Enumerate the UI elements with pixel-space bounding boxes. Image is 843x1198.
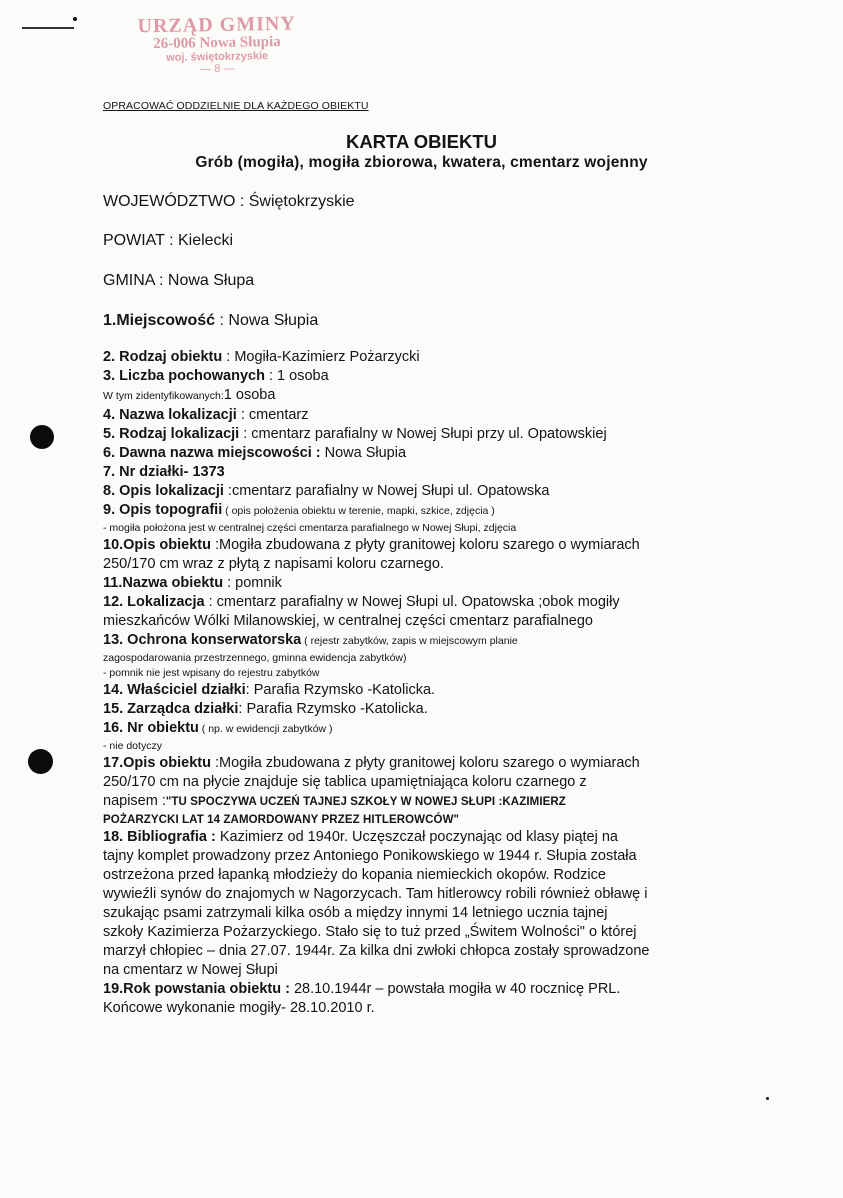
field-2-label: 2. Rodzaj obiektu xyxy=(103,349,223,365)
field-13 xyxy=(103,631,783,651)
field-3 xyxy=(103,367,783,386)
county-label: POWIAT : xyxy=(103,232,178,249)
field-6-value: Nowa Słupia xyxy=(320,445,407,461)
field-12-value-1: : cmentarz parafialny w Nowej Słupi ul. Opatowska ;obok mogiły xyxy=(204,594,620,610)
field-2-value: : Mogiła-Kazimierz Pożarzycki xyxy=(222,349,420,365)
locality-value: : Nowa Słupia xyxy=(215,312,319,329)
bibliography-line: wywieźli synów do znajomych w Nagorzycach. Tam hitlerowcy robili również obławę i xyxy=(103,886,648,902)
field-7-label: 7. Nr działki- 1373 xyxy=(103,464,225,480)
field-4 xyxy=(103,406,783,425)
locality-label: 1.Miejscowość xyxy=(103,312,216,329)
field-17 xyxy=(103,754,783,773)
field-8-value: :cmentarz parafialny w Nowej Słupi ul. Opatowska xyxy=(223,483,550,499)
field-13-label: 13. Ochrona konserwatorska xyxy=(103,632,302,648)
commune-line xyxy=(103,272,254,290)
bibliography-line: szkoły Kazimierza Pożarzyckiego. Stało się to tuż przed „Świtem Wolności" o której xyxy=(103,924,637,940)
field-3-sub xyxy=(103,386,783,406)
bibliography-line: tajny komplet prowadzony przez Antoniego Ponikowskiego w 1944 r. Słupia została xyxy=(103,848,637,864)
fields-body xyxy=(103,348,783,1018)
scan-mark xyxy=(22,27,74,29)
inscription-line-2: POŻARZYCKI LAT 14 ZAMORDOWANY PRZEZ HITLEROWCÓW" xyxy=(103,814,460,826)
field-5-value: : cmentarz parafialny w Nowej Słupi przy ul. Opatowskiej xyxy=(239,426,607,442)
field-13-hint-1: ( rejestr zabytków, zapis w miejscowym planie xyxy=(301,635,518,647)
field-12-cont: mieszkańców Wólki Milanowskiej, w centralnej części cmentarz parafialnego xyxy=(103,613,593,629)
field-5-label: 5. Rodzaj lokalizacji xyxy=(103,426,240,442)
county-value: Kielecki xyxy=(177,232,234,249)
field-11 xyxy=(103,574,783,593)
field-17-cont-2 xyxy=(103,792,783,812)
locality-line xyxy=(103,312,318,330)
field-3-sub-value: 1 osoba xyxy=(223,387,276,403)
scan-dot xyxy=(73,17,77,21)
field-8 xyxy=(103,482,783,501)
scan-dot xyxy=(766,1097,769,1100)
field-14 xyxy=(103,681,783,700)
field-6 xyxy=(103,444,783,463)
field-9-hint: ( opis położenia obiektu w terenie, mapki, szkice, zdjęcia ) xyxy=(222,505,495,517)
field-16-hint: ( np. w ewidencji zabytków ) xyxy=(198,723,333,735)
stamp-line-3: woj. świętokrzyskie xyxy=(166,50,269,64)
field-12 xyxy=(103,593,783,612)
stamp-line-4: — 8 — xyxy=(200,62,235,76)
document-subtitle: Grób (mogiła), mogiła zbiorowa, kwatera, cmentarz wojenny xyxy=(195,154,648,171)
field-14-label: 14. Właściciel działki xyxy=(103,682,246,698)
field-7 xyxy=(103,463,783,482)
field-15 xyxy=(103,700,783,719)
field-13-value: - pomnik nie jest wpisany do rejestru zabytków xyxy=(103,667,320,679)
field-3-sub-label: W tym zidentyfikowanych: xyxy=(103,390,224,402)
field-17-cont-3 xyxy=(103,812,783,828)
field-19-value-1: 28.10.1944r – powstała mogiła w 40 rocznicę PRL. xyxy=(289,981,621,997)
county-line xyxy=(103,232,233,250)
field-4-label: 4. Nazwa lokalizacji xyxy=(103,407,237,423)
office-stamp xyxy=(131,13,302,77)
field-11-value: : pomnik xyxy=(223,575,282,591)
field-19-cont: Końcowe wykonanie mogiły- 28.10.2010 r. xyxy=(103,1000,375,1016)
field-9-label: 9. Opis topografii xyxy=(103,502,223,518)
field-9-value: - mogiła położona jest w centralnej części cmentarza parafialnego w Nowej Słupi, zdjęcia xyxy=(103,522,517,534)
field-19-label: 19.Rok powstania obiektu : xyxy=(103,981,290,997)
field-18 xyxy=(103,828,783,847)
bibliography-line: Kazimierz od 1940r. Uczęszczał poczynając od klasy piątej na xyxy=(215,829,618,845)
inscription-line-1: "TU SPOCZYWA UCZEŃ TAJNEJ SZKOŁY W NOWEJ SŁUPI :KAZIMIERZ xyxy=(165,796,566,808)
field-10 xyxy=(103,536,783,555)
field-8-label: 8. Opis lokalizacji xyxy=(103,483,224,499)
field-3-value: : 1 osoba xyxy=(264,368,329,384)
commune-label: GMINA : xyxy=(103,272,168,289)
field-17-value-3: napisem : xyxy=(103,793,166,809)
field-17-label: 17.Opis obiektu xyxy=(103,755,211,771)
field-2 xyxy=(103,348,783,367)
punch-hole-top xyxy=(30,425,54,449)
field-5 xyxy=(103,425,783,444)
field-9 xyxy=(103,501,783,521)
field-17-value-1: :Mogiła zbudowana z płyty granitowej koloru szarego o wymiarach xyxy=(210,755,640,771)
field-14-value: : Parafia Rzymsko -Katolicka. xyxy=(245,682,436,698)
bibliography-line: na cmentarz w Nowej Słupi xyxy=(103,962,278,978)
field-16-label: 16. Nr obiektu xyxy=(103,720,199,736)
punch-hole-bottom xyxy=(28,749,53,774)
field-16-value: - nie dotyczy xyxy=(103,740,162,752)
field-19 xyxy=(103,980,783,999)
bibliography-line: ostrzeżona przed łapanką młodzieży do kopania niemieckich okopów. Rodzice xyxy=(103,867,606,883)
field-12-label: 12. Lokalizacja xyxy=(103,594,205,610)
field-15-value: : Parafia Rzymsko -Katolicka. xyxy=(238,701,428,717)
field-10-label: 10.Opis obiektu xyxy=(103,537,211,553)
stamp-line-2: 26-006 Nowa Słupia xyxy=(153,33,281,53)
field-11-label: 11.Nazwa obiektu xyxy=(103,575,224,591)
document-title: KARTA OBIEKTU xyxy=(345,131,498,152)
bibliography-line: szukając psami zatrzymali kilka osób a między innymi 14 letniego ucznia tajnej xyxy=(103,905,608,921)
bibliography-line: marzył chłopiec – dnia 27.07. 1944r. Za kilka dni zwłoki chłopca zostały sprowadzone xyxy=(103,943,650,959)
voivodeship-value: Świętokrzyskie xyxy=(248,193,355,210)
field-10-value-1: :Mogiła zbudowana z płyty granitowej koloru szarego o wymiarach xyxy=(210,537,640,553)
field-4-value: : cmentarz xyxy=(236,407,309,423)
instruction-note: OPRACOWAĆ ODDZIELNIE DLA KAŻDEGO OBIEKTU xyxy=(103,100,369,112)
field-17-cont-1: 250/170 cm na płycie znajduje się tablica upamiętniająca koloru czarnego z xyxy=(103,774,587,790)
field-13-hint-2: zagospodarowania przestrzennego, gminna ewidencja zabytków) xyxy=(103,652,407,664)
field-3-label: 3. Liczba pochowanych xyxy=(103,368,265,384)
field-16 xyxy=(103,719,783,739)
voivodeship-label: WOJEWÓDZTWO : xyxy=(103,193,249,210)
field-10-cont: 250/170 cm wraz z płytą z napisami koloru czarnego. xyxy=(103,556,444,572)
voivodeship-line xyxy=(103,193,355,211)
stamp-line-1: URZĄD GMINY xyxy=(137,12,296,38)
field-6-label: 6. Dawna nazwa miejscowości : xyxy=(103,445,321,461)
commune-value: Nowa Słupa xyxy=(167,272,255,289)
field-18-label: 18. Bibliografia : xyxy=(103,829,216,845)
field-15-label: 15. Zarządca działki xyxy=(103,701,239,717)
